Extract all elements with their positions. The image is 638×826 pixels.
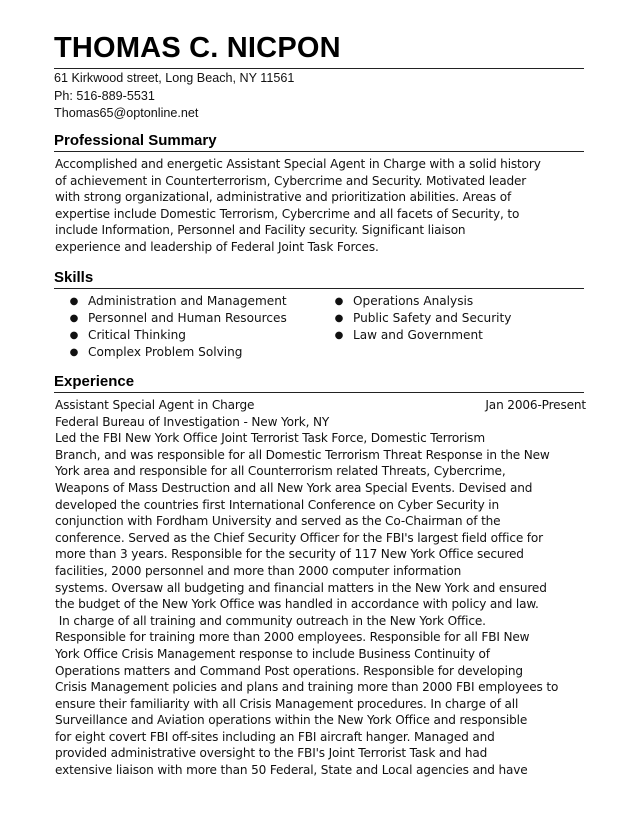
- candidate-name: THOMAS C. NICPON: [54, 32, 341, 64]
- job-description: [55, 430, 587, 778]
- summary-text: [55, 156, 587, 256]
- bullet-icon: ●: [334, 330, 344, 341]
- job-line: provided administrative oversight to the FBI's Joint Terrorist Task and had: [55, 746, 488, 761]
- experience-heading: Experience: [54, 373, 135, 390]
- job-line: developed the countries first International Conference on Cyber Security in: [55, 497, 500, 512]
- job-line: for eight covert FBI off-sites including an FBI aircraft hanger. Managed and: [55, 729, 495, 744]
- skill-item: ● Public Safety and Security: [334, 311, 512, 325]
- job-line: the budget of the New York Office was handled in accordance with policy and law.: [55, 597, 539, 612]
- job-line: York Office Crisis Management response to include Business Continuity of: [55, 646, 490, 661]
- job-line: Responsible for training more than 2000 employees. Responsible for all FBI New: [55, 630, 530, 645]
- summary-line: expertise include Domestic Terrorism, Cybercrime and all facets of Security, to: [55, 206, 520, 221]
- experience-divider: [54, 392, 584, 393]
- job-line: In charge of all training and community outreach in the New York Office.: [55, 613, 486, 628]
- contact-email: Thomas65@optonline.net: [54, 106, 199, 121]
- summary-heading: Professional Summary: [54, 132, 217, 149]
- summary-line: Accomplished and energetic Assistant Special Agent in Charge with a solid history: [55, 157, 541, 171]
- skill-item: ● Operations Analysis: [334, 294, 474, 308]
- contact-address: 61 Kirkwood street, Long Beach, NY 11561: [54, 71, 295, 85]
- skills-list-right: [333, 293, 511, 344]
- bullet-icon: ●: [69, 347, 79, 358]
- job-employer-row: [55, 414, 586, 431]
- job-line: ensure their familiarity with all Crisis Management procedures. In charge of all: [55, 696, 519, 711]
- skill-item: ● Critical Thinking: [69, 328, 186, 342]
- bullet-icon: ●: [69, 313, 79, 324]
- skill-item: ● Administration and Management: [69, 294, 287, 308]
- contact-block: [54, 70, 294, 123]
- job-title-row: [55, 397, 586, 414]
- job-line: facilities, 2000 personnel and more than 2000 computer information: [55, 563, 462, 578]
- job-title: Assistant Special Agent in Charge: [55, 398, 255, 412]
- bullet-icon: ●: [334, 313, 344, 324]
- job-line: more than 3 years. Responsible for the security of 117 New York Office secured: [55, 547, 524, 562]
- summary-line: experience and leadership of Federal Joint Task Forces.: [55, 239, 379, 254]
- skills-list-left: [68, 293, 287, 361]
- bullet-icon: ●: [69, 330, 79, 341]
- job-line: Operations matters and Command Post operations. Responsible for developing: [55, 663, 523, 678]
- summary-line: include Information, Personnel and Facility security. Significant liaison: [55, 223, 466, 238]
- bullet-icon: ●: [69, 296, 79, 307]
- job-line: conference. Served as the Chief Security Officer for the FBI's largest field office for: [55, 530, 543, 545]
- summary-divider: [54, 151, 584, 152]
- skill-item: ● Personnel and Human Resources: [69, 311, 287, 325]
- skills-divider: [54, 288, 584, 289]
- skills-heading: Skills: [54, 269, 94, 286]
- job-line: Branch, and was responsible for all Domestic Terrorism Threat Response in the New: [55, 447, 550, 462]
- job-line: systems. Oversaw all budgeting and financial matters in the New York and ensured: [55, 580, 547, 595]
- job-line: conjunction with Fordham University and served as the Co-Chairman of the: [55, 514, 501, 529]
- summary-line: with strong organizational, administrative and prioritization abilities. Areas of: [55, 190, 512, 205]
- job-line: extensive liaison with more than 50 Federal, State and Local agencies and have: [55, 763, 528, 778]
- job-line: Surveillance and Aviation operations within the New York Office and responsible: [55, 713, 528, 728]
- job-line: York area and responsible for all Counterrorism related Threats, Cybercrime,: [55, 464, 506, 479]
- skill-item: ● Law and Government: [334, 328, 483, 342]
- summary-line: of achievement in Counterterrorism, Cybercrime and Security. Motivated leader: [55, 173, 527, 188]
- skill-item: ● Complex Problem Solving: [69, 345, 243, 359]
- contact-phone: Ph: 516-889-5531: [54, 88, 155, 103]
- job-line: Led the FBI New York Office Joint Terrorist Task Force, Domestic Terrorism: [55, 431, 485, 446]
- job-employer: Federal Bureau of Investigation - New York, NY: [55, 414, 330, 429]
- header-divider: [54, 68, 584, 69]
- job-line: Weapons of Mass Destruction and all New York area Special Events. Devised and: [55, 480, 533, 495]
- job-line: Crisis Management policies and plans and training more than 2000 FBI employees to: [55, 680, 559, 695]
- bullet-icon: ●: [334, 296, 344, 307]
- job-dates: Jan 2006-Present: [485, 398, 586, 412]
